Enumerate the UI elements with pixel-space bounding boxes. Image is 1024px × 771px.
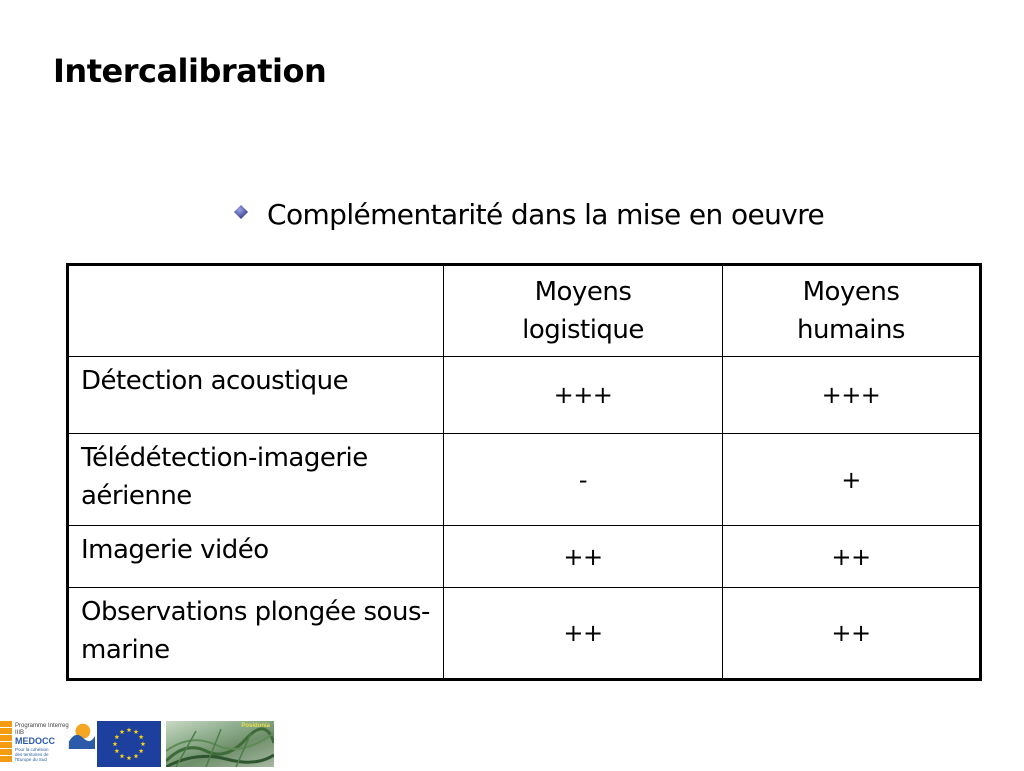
medocc-tagline: Pour la cohésion des territoires de l'Europe du Sud: [15, 747, 49, 762]
cell-humains: +++: [723, 357, 981, 434]
cell-logistique: -: [444, 434, 723, 526]
cell-logistique: ++: [444, 588, 723, 680]
eu-star-icon: [114, 748, 119, 753]
table-header-humains: Moyens humains: [723, 265, 981, 357]
table-row: [68, 357, 981, 434]
table-header-row: [68, 265, 981, 357]
seagrass-photo: [166, 721, 274, 767]
eu-star-icon: [141, 741, 146, 746]
table-row: [68, 526, 981, 588]
medocc-stripes-icon: [0, 721, 12, 767]
eu-star-icon: [120, 754, 125, 759]
medocc-name: MEDOCC: [15, 736, 55, 746]
comparison-table: [66, 263, 982, 681]
row-label: Imagerie vidéo: [68, 526, 444, 588]
eu-star-icon: [127, 727, 132, 732]
footer-logos: [0, 721, 274, 767]
table-header-logistique: Moyens logistique: [444, 265, 723, 357]
eu-star-icon: [127, 755, 132, 760]
table-header-empty: [68, 265, 444, 357]
row-label: Détection acoustique: [68, 357, 444, 434]
eu-star-icon: [139, 748, 144, 753]
eu-star-icon: [134, 754, 139, 759]
diamond-bullet-icon: [234, 205, 248, 219]
photo-label: Posidonia: [241, 723, 270, 729]
eu-star-icon: [134, 729, 139, 734]
page-title: Intercalibration: [53, 52, 327, 90]
cell-logistique: ++: [444, 526, 723, 588]
eu-star-icon: [120, 729, 125, 734]
sun-wave-icon: [67, 721, 95, 749]
bullet-text: Complémentarité dans la mise en oeuvre: [267, 198, 825, 231]
medocc-program-text: Programme Interreg IIIB: [15, 723, 69, 736]
eu-star-icon: [139, 734, 144, 739]
eu-stars-icon: [97, 721, 161, 767]
medocc-logo: [0, 721, 95, 767]
bullet-point: [234, 198, 824, 231]
cell-humains: ++: [723, 526, 981, 588]
cell-humains: +: [723, 434, 981, 526]
table-row: [68, 588, 981, 680]
cell-logistique: +++: [444, 357, 723, 434]
cell-humains: ++: [723, 588, 981, 680]
eu-star-icon: [113, 741, 118, 746]
table-row: [68, 434, 981, 526]
row-label: Télédétection-imagerie aérienne: [68, 434, 444, 526]
eu-star-icon: [114, 734, 119, 739]
row-label: Observations plongée sous-marine: [68, 588, 444, 680]
eu-flag-logo: [97, 721, 161, 767]
